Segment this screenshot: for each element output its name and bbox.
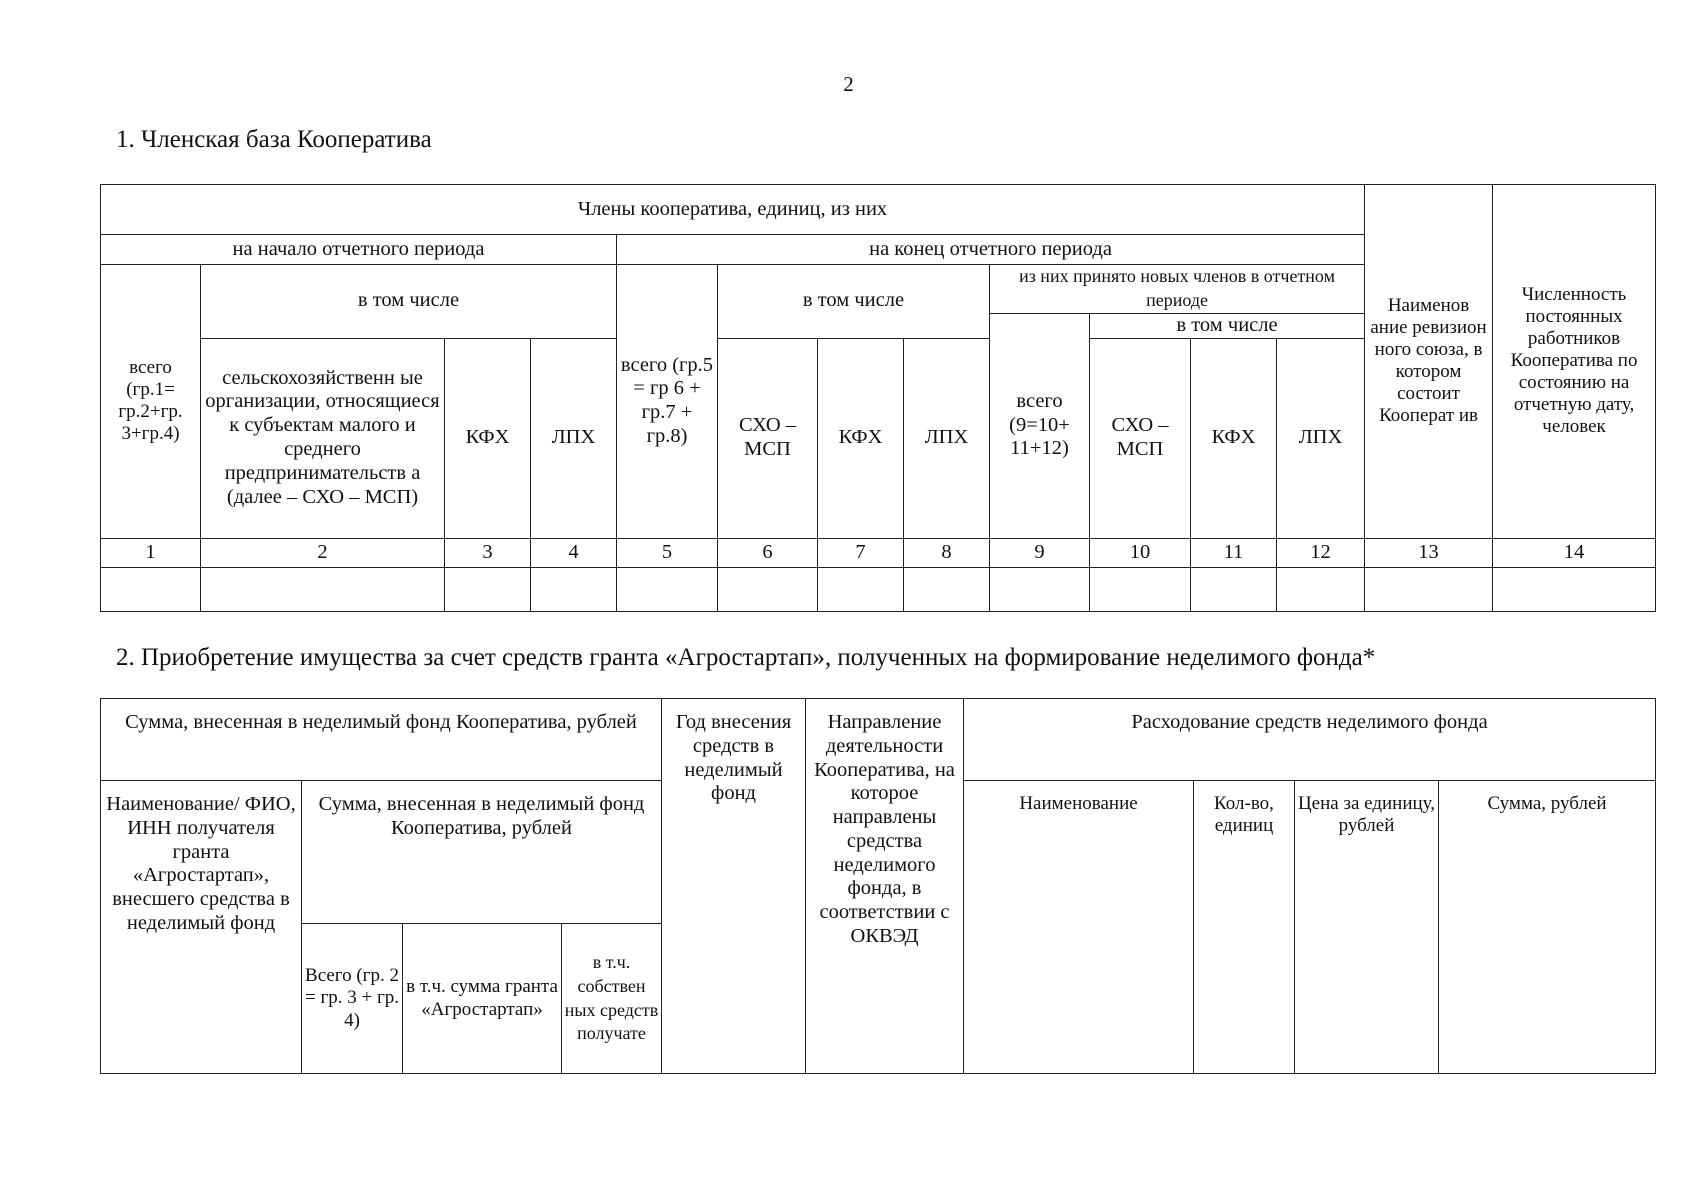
total-header: Всего (гр. 2 = гр. 3 + гр. 4) bbox=[302, 924, 403, 1074]
table-cell-empty[interactable] bbox=[1090, 567, 1191, 611]
total-end-header: всего (гр.5 = гр 6 + гр.7 + гр.8) bbox=[617, 265, 718, 539]
new-members-header: из них принято новых членов в отчетном периоде bbox=[990, 265, 1365, 314]
table-cell-empty[interactable] bbox=[201, 567, 445, 611]
start-lph-header: ЛПХ bbox=[531, 338, 617, 538]
end-period-header: на конец отчетного периода bbox=[617, 235, 1365, 265]
recipient-header: Наименование/ ФИО, ИНН получателя гранта «Агростартап», внесшего средства в неделимый фонд bbox=[101, 781, 302, 1074]
table-cell-empty[interactable] bbox=[1191, 567, 1277, 611]
new-sho-msp-header: СХО – МСП bbox=[1090, 338, 1191, 538]
table-cell-empty[interactable] bbox=[531, 567, 617, 611]
spending-header: Расходование средств неделимого фонда bbox=[964, 699, 1656, 781]
new-incl-header: в том числе bbox=[1090, 313, 1365, 338]
own-part-header: в т.ч. собствен ных средств получате bbox=[562, 924, 662, 1074]
table-cell-empty[interactable] bbox=[101, 567, 201, 611]
total-start-header: всего (гр.1= гр.2+гр. 3+гр.4) bbox=[101, 265, 201, 539]
start-incl-header: в том числе bbox=[201, 265, 617, 339]
start-kfh-header: КФХ bbox=[445, 338, 531, 538]
table-cell-empty[interactable] bbox=[904, 567, 990, 611]
column-number: 12 bbox=[1277, 538, 1365, 567]
grant-part-header: в т.ч. сумма гранта «Агростартап» bbox=[403, 924, 562, 1074]
name-header: Наименование bbox=[964, 781, 1194, 1074]
end-sho-msp-header: СХО – МСП bbox=[718, 338, 818, 538]
end-incl-header: в том числе bbox=[718, 265, 990, 339]
column-number: 5 bbox=[617, 538, 718, 567]
price-header: Цена за единицу, рублей bbox=[1295, 781, 1439, 1074]
page-number: 2 bbox=[843, 72, 854, 96]
column-number: 4 bbox=[531, 538, 617, 567]
staff-header: Численность постоянных работников Кооператива по состоянию на отчетную дату, человек bbox=[1493, 185, 1656, 539]
year-header: Год внесения средств в неделимый фонд bbox=[662, 699, 806, 1074]
table-cell-empty[interactable] bbox=[1493, 567, 1656, 611]
column-number: 6 bbox=[718, 538, 818, 567]
agri-msp-header: сельскохозяйственн ые организации, относящиеся к субъектам малого и среднего предпринимательств а (далее – СХО – МСП) bbox=[201, 338, 445, 538]
qty-header: Кол-во, единиц bbox=[1194, 781, 1295, 1074]
table-cell-empty[interactable] bbox=[718, 567, 818, 611]
sum-header: Сумма, внесенная в неделимый фонд Кооператива, рублей bbox=[101, 699, 662, 781]
column-number: 2 bbox=[201, 538, 445, 567]
start-period-header: на начало отчетного периода bbox=[101, 235, 617, 265]
new-lph-header: ЛПХ bbox=[1277, 338, 1365, 538]
end-kfh-header: КФХ bbox=[818, 338, 904, 538]
table-cell-empty[interactable] bbox=[990, 567, 1090, 611]
membership-table bbox=[100, 184, 1656, 612]
column-number: 8 bbox=[904, 538, 990, 567]
section-title-membership: 1. Членская база Кооператива bbox=[116, 126, 432, 153]
column-number: 9 bbox=[990, 538, 1090, 567]
table-cell-empty[interactable] bbox=[445, 567, 531, 611]
column-number: 3 bbox=[445, 538, 531, 567]
amount-header: Сумма, рублей bbox=[1439, 781, 1656, 1074]
members-header: Члены кооператива, единиц, из них bbox=[101, 185, 1365, 235]
sum-sub-header: Сумма, внесенная в неделимый фонд Кооператива, рублей bbox=[302, 781, 662, 924]
end-lph-header: ЛПХ bbox=[904, 338, 990, 538]
total-new-header: всего (9=10+ 11+12) bbox=[990, 313, 1090, 538]
property-table bbox=[100, 698, 1656, 1074]
column-number: 11 bbox=[1191, 538, 1277, 567]
column-number: 10 bbox=[1090, 538, 1191, 567]
column-number: 1 bbox=[101, 538, 201, 567]
column-number: 14 bbox=[1493, 538, 1656, 567]
direction-header: Направление деятельности Кооператива, на которое направлены средства неделимого фонда, в соответствии с ОКВЭД bbox=[806, 699, 964, 1074]
section-title-property: 2. Приобретение имущества за счет средств гранта «Агростартап», полученных на формирование неделимого фонда* bbox=[116, 644, 1376, 671]
table-cell-empty[interactable] bbox=[1277, 567, 1365, 611]
new-kfh-header: КФХ bbox=[1191, 338, 1277, 538]
audit-union-header: Наименов ание ревизион ного союза, в котором состоит Кооперат ив bbox=[1365, 185, 1493, 539]
table-cell-empty[interactable] bbox=[617, 567, 718, 611]
column-number: 13 bbox=[1365, 538, 1493, 567]
column-number: 7 bbox=[818, 538, 904, 567]
table-cell-empty[interactable] bbox=[818, 567, 904, 611]
table-cell-empty[interactable] bbox=[1365, 567, 1493, 611]
